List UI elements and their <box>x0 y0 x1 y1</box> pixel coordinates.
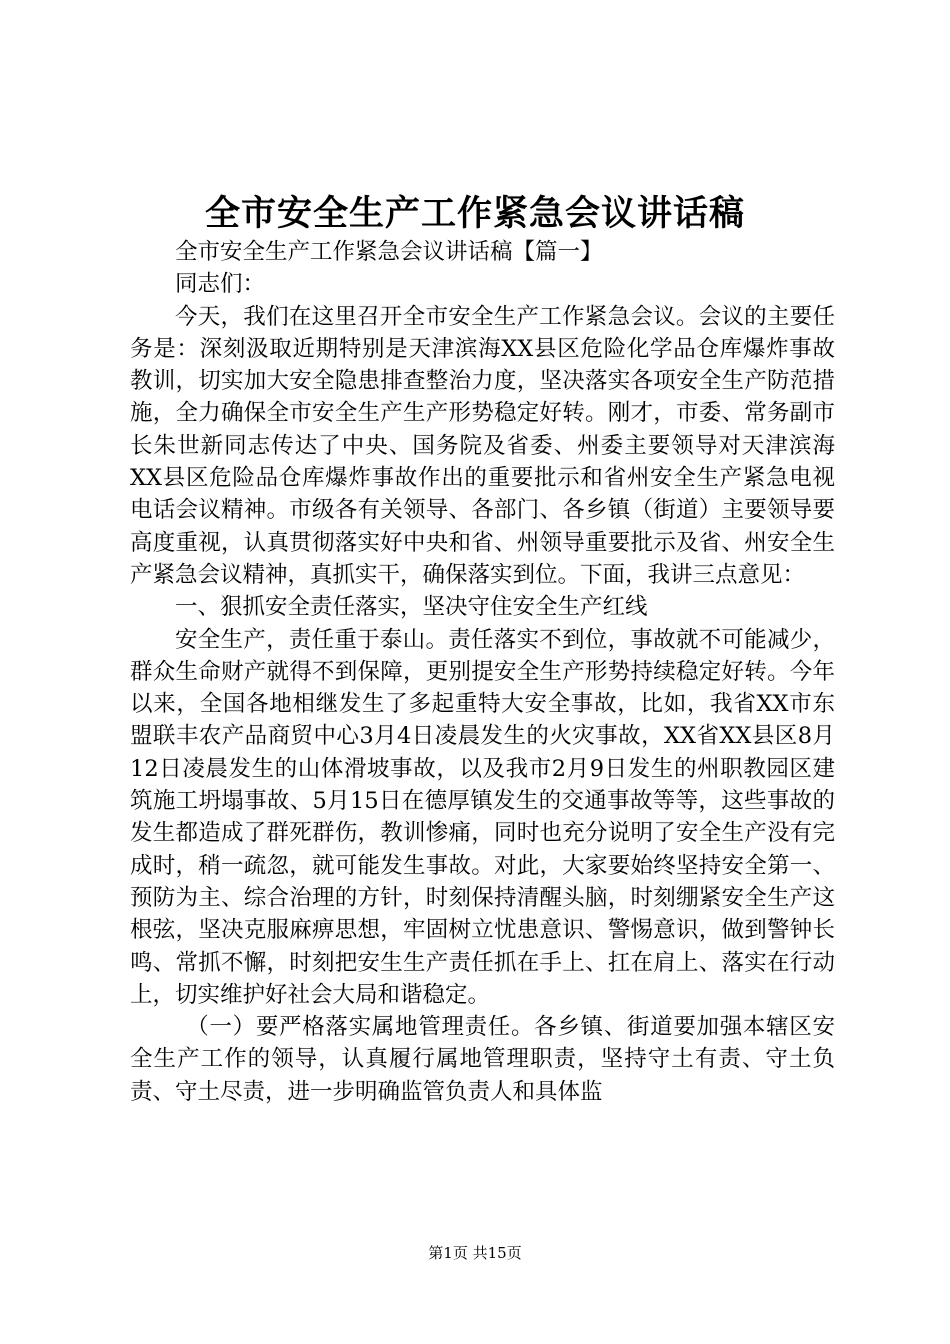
document-body <box>130 236 835 1108</box>
document-title: 全市安全生产工作紧急会议讲话稿 <box>204 193 745 234</box>
paragraph-subsection-1: （一）要严格落实属地管理责任。各乡镇、街道要加强本辖区安全生产工作的领导，认真履行属地管理职责，坚持守土有责、守土负责、守土尽责，进一步明确监管负责人和具体监 <box>130 1014 835 1105</box>
section-heading-1: 一、狠抓安全责任落实，坚决守住安全生产红线 <box>175 594 648 621</box>
salutation: 同志们： <box>175 271 266 298</box>
page-footer: 第1页 共15页 <box>428 1244 522 1262</box>
paragraph-section-1: 安全生产，责任重于泰山。责任落实不到位，事故就不可能减少，群众生命财产就得不到保障，更别提安全生产形势持续稳定好转。今年以来，全国各地相继发生了多起重特大安全事故，比如，我省XX市东盟联丰农产品商贸中心3月4日凌晨发生的火灾事故，XX省XX县区8月12日凌晨发生的山体滑坡事故，以及我市2月9日发生的州职教园区建筑施工坍塌事故、5月15日在德厚镇发生的交通事故等等，这些事故的发生都造成了群死群伤，教训惨痛，同时也充分说明了安全生产没有完成时，稍一疏忽，就可能发生事故。对此，大家要始终坚持安全第一、预防为主、综合治理的方针，时刻保持清醒头脑，时刻绷紧安全生产这根弦，坚决克服麻痹思想，牢固树立忧患意识、警惕意识，做到警钟长鸣、常抓不懈，时刻把安生生产责任抓在手上、扛在肩上、落实在行动上，切实维护好社会大局和谐稳定。 <box>130 626 835 1008</box>
paragraph-intro: 今天，我们在这里召开全市安全生产工作紧急会议。会议的主要任务是：深刻汲取近期特别是天津滨海XX县区危险化学品仓库爆炸事故教训，切实加大安全隐患排查整治力度，坚决落实各项安全生产防范措施，全力确保全市安全生产生产形势稳定好转。刚才，市委、常务副市长朱世新同志传达了中央、国务院及省委、州委主要领导对天津滨海XX县区危险品仓库爆炸事故作出的重要批示和省州安全生产紧急电视电话会议精神。市级各有关领导、各部门、各乡镇（街道）主要领导要高度重视，认真贯彻落实好中央和省、州领导重要批示及省、州安全生产紧急会议精神，真抓实干，确保落实到位。下面，我讲三点意见： <box>130 303 835 588</box>
document-subtitle: 全市安全生产工作紧急会议讲话稿【篇一】 <box>175 239 603 265</box>
